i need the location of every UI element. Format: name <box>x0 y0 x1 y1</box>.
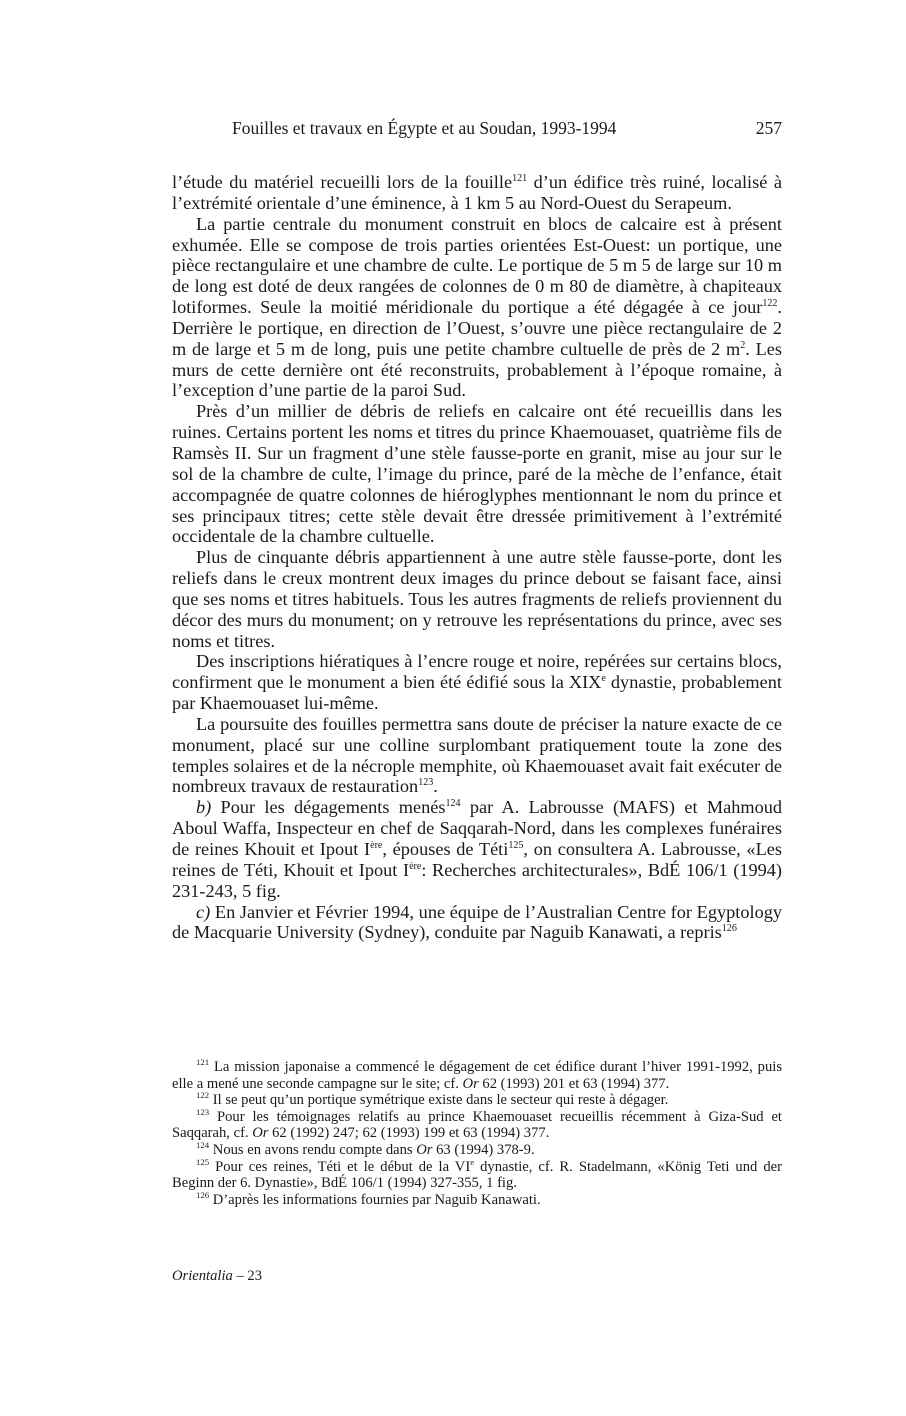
footnote-ref-122: 122 <box>762 297 778 309</box>
journal-abbrev: Or <box>462 1075 479 1092</box>
superscript-e: e <box>470 1156 475 1167</box>
text-run: 62 (1992) 247; 62 (1993) 199 et 63 (1994) 377. <box>268 1125 550 1142</box>
text-run: La partie centrale du monument construit en blocs de calcaire est à présent exhumée. Elle se compose de trois parties orientées Est-Ouest: un portique, une pièce rectangulaire et une chambre de culte. Le portique de 5 m 5 de large sur 10 m de long est doté de deux rangées de colonnes de 0 m 80 de diamètre, à chapiteaux lotiformes. Seule la moitié méridionale du portique a été dégagée à ce jour <box>172 213 782 318</box>
footnote-ref-125: 125 <box>508 839 524 851</box>
footnote-number: 124 <box>196 1140 210 1151</box>
text-run: Pour ces reines, Téti et le début de la VI <box>209 1158 471 1175</box>
footnote-ref-121: 121 <box>512 172 528 184</box>
page-footer <box>172 1268 262 1285</box>
text-run: . Les murs de cette dernière ont été reconstruits, probablement à l’époque romaine, à l’exception d’une partie de la paroi Sud. <box>172 338 782 401</box>
footnote-number: 123 <box>196 1106 210 1117</box>
footnote-121 <box>172 1059 782 1092</box>
footnote-ref-123: 123 <box>418 777 434 789</box>
superscript-squared: 2 <box>740 339 746 351</box>
text-run: La mission japonaise a commencé le dégagement de cet édifice durant l’hiver 1991-1992, puis elle a mené une seconde campagne sur le site; cf. <box>172 1059 782 1092</box>
running-head <box>172 118 782 142</box>
text-run: Il se peut qu’un portique symétrique existe dans le secteur qui reste à dégager. <box>209 1092 669 1109</box>
paragraph-3: Près d’un millier de débris de reliefs en calcaire ont été recueillis dans les ruines. Certains portent les noms et titres du prince Khaemouaset, quatrième fils de Ramsès II. Sur un fragment d’une stèle fausse-porte en granit, mise au jour sur le sol de la chambre de culte, l’image du prince, paré de la mèche de l’enfance, était accompagnée de quatre colonnes de hiéroglyphes mentionnant le nom du prince et ses principaux titres; cette stèle devait être dressée primitivement à l’extrémité occidentale de la chambre cultuelle. <box>172 401 782 547</box>
text-run: , épouses de Téti <box>382 839 509 859</box>
text-run: l’étude du matériel recueilli lors de la fouille <box>172 172 513 192</box>
footnote-123 <box>172 1106 782 1142</box>
text-run: par A. Labrousse (MAFS) et Mahmoud Aboul Waffa, Inspecteur en chef de Saqqarah-Nord, dans les complexes funéraires de reines Khouit et Ipout I <box>172 797 782 859</box>
text-run: dynastie, cf. R. Stadelmann, «König Teti und der Beginn der 6. Dynastie», BdÉ 106/1 (1994) 327-355, 1 fig. <box>172 1158 782 1192</box>
footnote-126 <box>172 1189 782 1209</box>
paragraph-1 <box>172 172 782 214</box>
running-title: Fouilles et travaux en Égypte et au Soudan, 1993-1994 <box>232 118 617 138</box>
superscript-ere: ère <box>409 860 422 872</box>
footnote-ref-124: 124 <box>445 798 461 810</box>
page-number: 257 <box>755 118 782 138</box>
list-label-b: b) <box>196 797 212 818</box>
text-run: 62 (1993) 201 et 63 (1994) 377. <box>478 1075 670 1092</box>
journal-abbrev: Or <box>252 1125 269 1142</box>
signature-number: 23 <box>247 1268 262 1284</box>
paragraph-5 <box>172 651 782 714</box>
text-run: Des inscriptions hiératiques à l’encre rouge et noire, repérées sur certains blocs, confirment que le monument a bien été édifié sous la XIX <box>172 651 782 693</box>
text-run: Pour les dégagements menés <box>211 797 446 818</box>
footnote-125 <box>172 1156 782 1192</box>
footer-separator: – <box>232 1268 248 1284</box>
superscript-e: e <box>601 673 606 685</box>
journal-name: Orientalia <box>172 1268 233 1284</box>
paragraph-7 <box>172 797 782 901</box>
text-run: La poursuite des fouilles permettra sans doute de préciser la nature exacte de ce monument, placé sur une colline surplombant pratiquement toute la zone des temples solaires et de la nécrople memphite, où Khaemouaset avait fait exécuter de nombreux travaux de restauration <box>172 713 782 797</box>
text-run: . <box>433 776 438 797</box>
footnote-number: 122 <box>196 1090 210 1101</box>
paragraph-6 <box>172 714 782 797</box>
footnote-ref-126: 126 <box>721 923 737 935</box>
text-run: : Recherches architecturales», BdÉ 106/1 (1994) 231-243, 5 fig. <box>172 859 782 901</box>
body-text <box>172 172 782 943</box>
text-run: Nous en avons rendu compte dans <box>209 1141 417 1158</box>
footnote-122 <box>172 1092 782 1109</box>
text-run: 63 (1994) 378-9. <box>432 1141 535 1158</box>
paragraph-8 <box>172 902 782 944</box>
footnote-124 <box>172 1142 782 1159</box>
footnote-number: 125 <box>196 1156 210 1167</box>
footnotes <box>172 1059 782 1208</box>
text-run: dynastie, probablement par Khaemouaset lui-même. <box>172 672 782 714</box>
journal-abbrev: Or <box>416 1141 433 1158</box>
footnote-number: 126 <box>196 1189 210 1200</box>
text-run: . Derrière le portique, en direction de l’Ouest, s’ouvre une pièce rectangulaire de 2 m de large et 5 m de long, puis une petite chambre cultuelle de près de 2 m <box>172 297 782 359</box>
list-label-c: c) <box>196 901 211 922</box>
text-run: , on consultera A. Labrousse, «Les reines de Téti, Khouit et Ipout I <box>172 839 782 880</box>
text-run: D’après les informations fournies par Naguib Kanawati. <box>209 1191 541 1208</box>
text-run: d’un édifice très ruiné, localisé à l’extrémité orientale d’une éminence, à 1 km 5 au Nord-Ouest du Serapeum. <box>172 172 782 213</box>
paragraph-4: Plus de cinquante débris appartiennent à une autre stèle fausse-porte, dont les reliefs dans le creux montrent deux images du prince debout se faisant face, ainsi que ses noms et titres habituels. Tous les autres fragments de reliefs proviennent du décor des murs du monument; on y retrouve les représentations du prince, avec ses noms et titres. <box>172 547 782 651</box>
text-run: En Janvier et Février 1994, une équipe de l’Australian Centre for Egyptology de Macquarie University (Sydney), conduite par Naguib Kanawati, a repris <box>172 901 782 943</box>
footnote-number: 121 <box>196 1057 210 1068</box>
superscript-ere: ère <box>370 839 383 851</box>
text-run: Pour les témoignages relatifs au prince Khaemouaset recueillis récemment à Giza-Sud et Saqqarah, cf. <box>172 1108 782 1142</box>
paragraph-2 <box>172 214 782 402</box>
